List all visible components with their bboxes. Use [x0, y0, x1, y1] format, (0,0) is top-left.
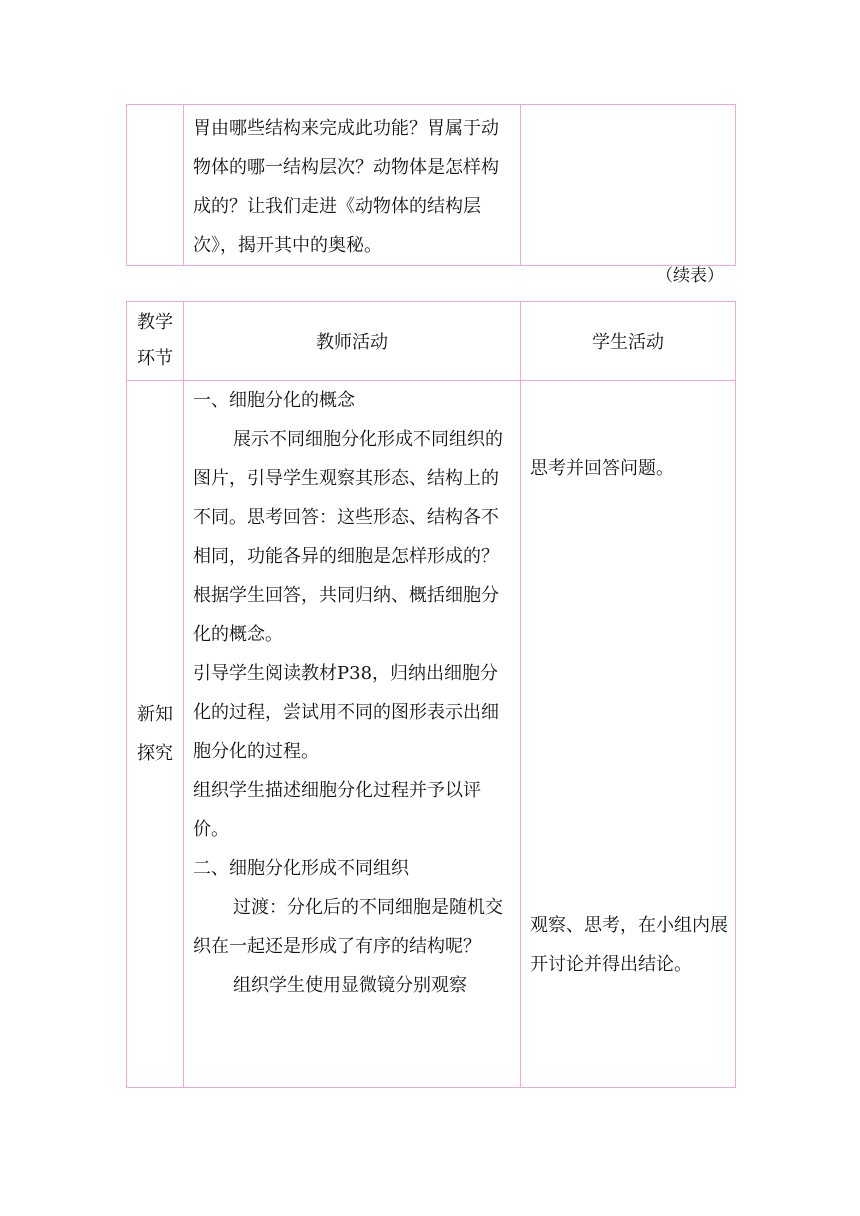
paragraph-2: 根据学生回答，共同归纳、概括细胞分化的概念。 — [193, 585, 499, 645]
section-row — [127, 381, 736, 1088]
header-student: 学生活动 — [521, 302, 736, 381]
paragraph-5 — [193, 888, 512, 966]
paragraph-4: 组织学生描述细胞分化过程并予以评价。 — [193, 780, 481, 840]
header-row — [127, 302, 736, 381]
paragraph-3: 引导学生阅读教材P38，归纳出细胞分化的过程，尝试用不同的图形表示出细胞分化的过程。 — [193, 663, 499, 762]
stage-label-cell — [127, 381, 184, 1088]
student-answer-1: 思考并回答问题。 — [530, 458, 674, 479]
teacher-activity-cell — [184, 381, 521, 1088]
transition-label: 过渡： — [233, 897, 287, 918]
stage-cell-empty — [127, 105, 184, 266]
transition-text: 分化后的不同细胞是随机交织在一起还是形成了有序的结构呢？ — [193, 897, 503, 957]
previous-page-table — [126, 104, 736, 266]
paragraph-6: 组织学生使用显微镜分别观察 — [233, 975, 467, 996]
header-stage — [127, 302, 184, 381]
student-cell-empty — [521, 105, 736, 266]
intro-text: 胃由哪些结构来完成此功能？胃属于动物体的哪一结构层次？动物体是怎样构成的？让我们走进《动物体的结构层次》，揭开其中的奥秘。 — [193, 118, 499, 256]
student-activity-cell — [521, 381, 736, 1088]
section-heading-2: 二、细胞分化形成不同组织 — [193, 858, 409, 879]
paragraph-1: 展示不同细胞分化形成不同组织的图片，引导学生观察其形态、结构上的不同。思考回答：这些形态、结构各不相同，功能各异的细胞是怎样形成的？ — [193, 429, 503, 567]
lesson-table — [126, 301, 736, 1088]
teacher-intro-cell — [184, 105, 521, 266]
section-heading-1: 一、细胞分化的概念 — [193, 390, 355, 411]
stage-label: 新知探究 — [137, 704, 173, 764]
header-stage-text: 教学环节 — [137, 312, 173, 369]
student-answer-2: 观察、思考，在小组内展开讨论并得出结论。 — [530, 915, 728, 975]
header-teacher: 教师活动 — [184, 302, 521, 381]
continued-caption: （续表） — [656, 266, 724, 286]
